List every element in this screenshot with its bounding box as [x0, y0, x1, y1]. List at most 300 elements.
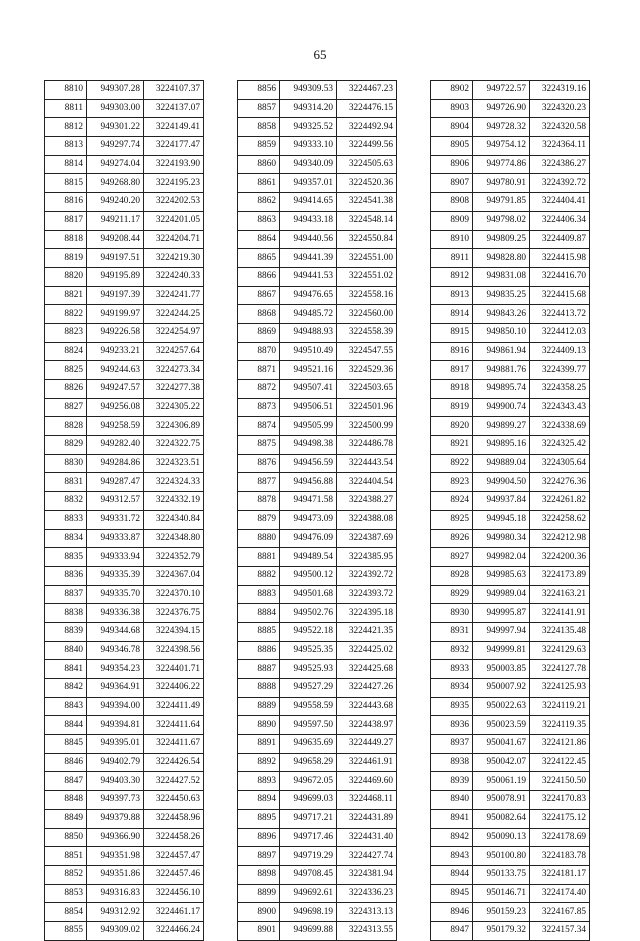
y-coordinate-cell: 3224404.54 — [337, 473, 397, 492]
point-number-cell: 8826 — [45, 380, 87, 399]
table-row — [238, 847, 397, 866]
x-coordinate-cell: 949473.09 — [280, 510, 337, 529]
x-coordinate-cell: 949597.50 — [280, 716, 337, 735]
table-row — [238, 585, 397, 604]
x-coordinate-cell: 950023.59 — [473, 716, 530, 735]
table-row — [45, 342, 204, 361]
x-coordinate-cell: 949717.21 — [280, 809, 337, 828]
y-coordinate-cell: 3224129.63 — [530, 641, 590, 660]
x-coordinate-cell: 949297.74 — [87, 137, 144, 156]
point-number-cell: 8938 — [431, 753, 473, 772]
table-row — [238, 735, 397, 754]
y-coordinate-cell: 3224352.79 — [144, 548, 204, 567]
table-row — [431, 473, 590, 492]
point-number-cell: 8912 — [431, 267, 473, 286]
point-number-cell: 8877 — [238, 473, 280, 492]
table-row — [238, 548, 397, 567]
point-number-cell: 8876 — [238, 454, 280, 473]
table-row — [45, 436, 204, 455]
x-coordinate-cell: 949312.92 — [87, 903, 144, 922]
x-coordinate-cell: 949982.04 — [473, 548, 530, 567]
table-row — [431, 118, 590, 137]
point-number-cell: 8846 — [45, 753, 87, 772]
table-row — [238, 697, 397, 716]
y-coordinate-cell: 3224261.82 — [530, 492, 590, 511]
table-row — [45, 398, 204, 417]
point-number-cell: 8942 — [431, 828, 473, 847]
table-row — [45, 99, 204, 118]
x-coordinate-cell: 949850.10 — [473, 323, 530, 342]
table-row — [238, 398, 397, 417]
point-number-cell: 8923 — [431, 473, 473, 492]
x-coordinate-cell: 949335.70 — [87, 585, 144, 604]
table-row — [238, 137, 397, 156]
table-row — [45, 454, 204, 473]
y-coordinate-cell: 3224547.55 — [337, 342, 397, 361]
point-number-cell: 8879 — [238, 510, 280, 529]
x-coordinate-cell: 949258.59 — [87, 417, 144, 436]
coordinate-table-1 — [44, 80, 204, 941]
y-coordinate-cell: 3224119.35 — [530, 716, 590, 735]
y-coordinate-cell: 3224548.14 — [337, 211, 397, 230]
table-row — [431, 323, 590, 342]
table-row — [45, 548, 204, 567]
table-row — [45, 267, 204, 286]
table-row — [238, 865, 397, 884]
x-coordinate-cell: 949325.52 — [280, 118, 337, 137]
table-row — [238, 510, 397, 529]
x-coordinate-cell: 949791.85 — [473, 193, 530, 212]
point-number-cell: 8859 — [238, 137, 280, 156]
point-number-cell: 8905 — [431, 137, 473, 156]
point-number-cell: 8853 — [45, 884, 87, 903]
x-coordinate-cell: 949244.63 — [87, 361, 144, 380]
point-number-cell: 8885 — [238, 622, 280, 641]
table-row — [45, 566, 204, 585]
x-coordinate-cell: 949357.01 — [280, 174, 337, 193]
point-number-cell: 8933 — [431, 660, 473, 679]
point-number-cell: 8929 — [431, 585, 473, 604]
point-number-cell: 8888 — [238, 679, 280, 698]
table-row — [238, 679, 397, 698]
x-coordinate-cell: 949506.51 — [280, 398, 337, 417]
y-coordinate-cell: 3224385.95 — [337, 548, 397, 567]
x-coordinate-cell: 949441.53 — [280, 267, 337, 286]
y-coordinate-cell: 3224181.17 — [530, 865, 590, 884]
point-number-cell: 8852 — [45, 865, 87, 884]
x-coordinate-cell: 949672.05 — [280, 772, 337, 791]
x-coordinate-cell: 949861.94 — [473, 342, 530, 361]
y-coordinate-cell: 3224558.16 — [337, 286, 397, 305]
table-row — [431, 305, 590, 324]
x-coordinate-cell: 949525.35 — [280, 641, 337, 660]
y-coordinate-cell: 3224457.47 — [144, 847, 204, 866]
point-number-cell: 8855 — [45, 921, 87, 940]
x-coordinate-cell: 949708.45 — [280, 865, 337, 884]
x-coordinate-cell: 949336.38 — [87, 604, 144, 623]
y-coordinate-cell: 3224244.25 — [144, 305, 204, 324]
table-row — [45, 865, 204, 884]
point-number-cell: 8931 — [431, 622, 473, 641]
table-row — [45, 529, 204, 548]
table-row — [431, 249, 590, 268]
table-row — [238, 566, 397, 585]
y-coordinate-cell: 3224174.40 — [530, 884, 590, 903]
point-number-cell: 8930 — [431, 604, 473, 623]
coordinate-table-3 — [430, 80, 590, 941]
x-coordinate-cell: 949895.16 — [473, 436, 530, 455]
table-row — [45, 884, 204, 903]
table-row — [431, 380, 590, 399]
point-number-cell: 8900 — [238, 903, 280, 922]
y-coordinate-cell: 3224167.85 — [530, 903, 590, 922]
point-number-cell: 8856 — [238, 81, 280, 100]
point-number-cell: 8847 — [45, 772, 87, 791]
point-number-cell: 8926 — [431, 529, 473, 548]
y-coordinate-cell: 3224431.40 — [337, 828, 397, 847]
table-row — [238, 884, 397, 903]
point-number-cell: 8883 — [238, 585, 280, 604]
table-row — [45, 380, 204, 399]
point-number-cell: 8920 — [431, 417, 473, 436]
table-row — [45, 828, 204, 847]
y-coordinate-cell: 3224520.36 — [337, 174, 397, 193]
point-number-cell: 8899 — [238, 884, 280, 903]
point-number-cell: 8858 — [238, 118, 280, 137]
table-row — [238, 753, 397, 772]
x-coordinate-cell: 949698.19 — [280, 903, 337, 922]
point-number-cell: 8881 — [238, 548, 280, 567]
point-number-cell: 8916 — [431, 342, 473, 361]
point-number-cell: 8918 — [431, 380, 473, 399]
y-coordinate-cell: 3224412.03 — [530, 323, 590, 342]
y-coordinate-cell: 3224254.97 — [144, 323, 204, 342]
y-coordinate-cell: 3224476.15 — [337, 99, 397, 118]
x-coordinate-cell: 949522.18 — [280, 622, 337, 641]
x-coordinate-cell: 949476.65 — [280, 286, 337, 305]
x-coordinate-cell: 949240.20 — [87, 193, 144, 212]
y-coordinate-cell: 3224406.22 — [144, 679, 204, 698]
point-number-cell: 8812 — [45, 118, 87, 137]
x-coordinate-cell: 949199.97 — [87, 305, 144, 324]
point-number-cell: 8830 — [45, 454, 87, 473]
x-coordinate-cell: 950146.71 — [473, 884, 530, 903]
x-coordinate-cell: 949366.90 — [87, 828, 144, 847]
table-row — [238, 436, 397, 455]
x-coordinate-cell: 949692.61 — [280, 884, 337, 903]
y-coordinate-cell: 3224127.78 — [530, 660, 590, 679]
y-coordinate-cell: 3224415.68 — [530, 286, 590, 305]
table-row — [45, 809, 204, 828]
point-number-cell: 8872 — [238, 380, 280, 399]
y-coordinate-cell: 3224469.60 — [337, 772, 397, 791]
point-number-cell: 8827 — [45, 398, 87, 417]
point-number-cell: 8908 — [431, 193, 473, 212]
y-coordinate-cell: 3224157.34 — [530, 921, 590, 940]
point-number-cell: 8907 — [431, 174, 473, 193]
x-coordinate-cell: 949333.87 — [87, 529, 144, 548]
y-coordinate-cell: 3224427.74 — [337, 847, 397, 866]
x-coordinate-cell: 950042.07 — [473, 753, 530, 772]
x-coordinate-cell: 949510.49 — [280, 342, 337, 361]
y-coordinate-cell: 3224178.69 — [530, 828, 590, 847]
table-row — [45, 847, 204, 866]
table-row — [45, 174, 204, 193]
x-coordinate-cell: 949728.32 — [473, 118, 530, 137]
x-coordinate-cell: 950090.13 — [473, 828, 530, 847]
table-row — [431, 211, 590, 230]
y-coordinate-cell: 3224320.23 — [530, 99, 590, 118]
x-coordinate-cell: 949999.81 — [473, 641, 530, 660]
x-coordinate-cell: 949900.74 — [473, 398, 530, 417]
point-number-cell: 8849 — [45, 809, 87, 828]
point-number-cell: 8818 — [45, 230, 87, 249]
point-number-cell: 8898 — [238, 865, 280, 884]
y-coordinate-cell: 3224313.13 — [337, 903, 397, 922]
point-number-cell: 8913 — [431, 286, 473, 305]
table-row — [431, 809, 590, 828]
point-number-cell: 8936 — [431, 716, 473, 735]
table-row — [431, 735, 590, 754]
table-row — [238, 417, 397, 436]
x-coordinate-cell: 949780.91 — [473, 174, 530, 193]
x-coordinate-cell: 950007.92 — [473, 679, 530, 698]
point-number-cell: 8841 — [45, 660, 87, 679]
x-coordinate-cell: 950159.23 — [473, 903, 530, 922]
point-number-cell: 8939 — [431, 772, 473, 791]
y-coordinate-cell: 3224550.84 — [337, 230, 397, 249]
table-row — [431, 884, 590, 903]
table-row — [431, 641, 590, 660]
y-coordinate-cell: 3224367.04 — [144, 566, 204, 585]
point-number-cell: 8932 — [431, 641, 473, 660]
y-coordinate-cell: 3224541.38 — [337, 193, 397, 212]
x-coordinate-cell: 949835.25 — [473, 286, 530, 305]
point-number-cell: 8862 — [238, 193, 280, 212]
y-coordinate-cell: 3224240.33 — [144, 267, 204, 286]
x-coordinate-cell: 949274.04 — [87, 155, 144, 174]
point-number-cell: 8854 — [45, 903, 87, 922]
y-coordinate-cell: 3224257.64 — [144, 342, 204, 361]
x-coordinate-cell: 950061.19 — [473, 772, 530, 791]
table-row — [238, 604, 397, 623]
y-coordinate-cell: 3224551.00 — [337, 249, 397, 268]
table-row — [431, 903, 590, 922]
table-row — [45, 753, 204, 772]
y-coordinate-cell: 3224409.13 — [530, 342, 590, 361]
point-number-cell: 8878 — [238, 492, 280, 511]
point-number-cell: 8871 — [238, 361, 280, 380]
x-coordinate-cell: 949889.04 — [473, 454, 530, 473]
table-row — [431, 772, 590, 791]
point-number-cell: 8906 — [431, 155, 473, 174]
x-coordinate-cell: 949985.63 — [473, 566, 530, 585]
point-number-cell: 8940 — [431, 791, 473, 810]
point-number-cell: 8824 — [45, 342, 87, 361]
table-row — [431, 99, 590, 118]
x-coordinate-cell: 949331.72 — [87, 510, 144, 529]
y-coordinate-cell: 3224324.33 — [144, 473, 204, 492]
y-coordinate-cell: 3224241.77 — [144, 286, 204, 305]
table-row — [45, 697, 204, 716]
point-number-cell: 8840 — [45, 641, 87, 660]
x-coordinate-cell: 949498.38 — [280, 436, 337, 455]
table-row — [45, 305, 204, 324]
table-row — [238, 921, 397, 940]
point-number-cell: 8909 — [431, 211, 473, 230]
table-row — [45, 510, 204, 529]
x-coordinate-cell: 949997.94 — [473, 622, 530, 641]
y-coordinate-cell: 3224332.19 — [144, 492, 204, 511]
table-row — [238, 323, 397, 342]
y-coordinate-cell: 3224456.10 — [144, 884, 204, 903]
table-row — [45, 585, 204, 604]
y-coordinate-cell: 3224421.35 — [337, 622, 397, 641]
y-coordinate-cell: 3224338.69 — [530, 417, 590, 436]
y-coordinate-cell: 3224125.93 — [530, 679, 590, 698]
table-row — [238, 267, 397, 286]
point-number-cell: 8935 — [431, 697, 473, 716]
x-coordinate-cell: 949344.68 — [87, 622, 144, 641]
table-row — [45, 118, 204, 137]
x-coordinate-cell: 949798.02 — [473, 211, 530, 230]
y-coordinate-cell: 3224449.27 — [337, 735, 397, 754]
x-coordinate-cell: 950179.32 — [473, 921, 530, 940]
y-coordinate-cell: 3224305.22 — [144, 398, 204, 417]
point-number-cell: 8897 — [238, 847, 280, 866]
x-coordinate-cell: 949635.69 — [280, 735, 337, 754]
table-row — [238, 118, 397, 137]
point-number-cell: 8837 — [45, 585, 87, 604]
x-coordinate-cell: 950100.80 — [473, 847, 530, 866]
y-coordinate-cell: 3224427.26 — [337, 679, 397, 698]
x-coordinate-cell: 949247.57 — [87, 380, 144, 399]
point-number-cell: 8820 — [45, 267, 87, 286]
point-number-cell: 8832 — [45, 492, 87, 511]
x-coordinate-cell: 949351.98 — [87, 847, 144, 866]
y-coordinate-cell: 3224411.49 — [144, 697, 204, 716]
y-coordinate-cell: 3224313.55 — [337, 921, 397, 940]
table-row — [45, 155, 204, 174]
point-number-cell: 8934 — [431, 679, 473, 698]
y-coordinate-cell: 3224340.84 — [144, 510, 204, 529]
point-number-cell: 8875 — [238, 436, 280, 455]
table-row — [431, 828, 590, 847]
point-number-cell: 8819 — [45, 249, 87, 268]
table-row — [238, 903, 397, 922]
x-coordinate-cell: 949980.34 — [473, 529, 530, 548]
y-coordinate-cell: 3224443.68 — [337, 697, 397, 716]
table-row — [431, 174, 590, 193]
point-number-cell: 8870 — [238, 342, 280, 361]
x-coordinate-cell: 949719.29 — [280, 847, 337, 866]
point-number-cell: 8886 — [238, 641, 280, 660]
table-row — [45, 716, 204, 735]
page-number: 65 — [313, 47, 327, 62]
table-row — [238, 249, 397, 268]
y-coordinate-cell: 3224458.96 — [144, 809, 204, 828]
point-number-cell: 8892 — [238, 753, 280, 772]
y-coordinate-cell: 3224322.75 — [144, 436, 204, 455]
table-row — [431, 865, 590, 884]
point-number-cell: 8861 — [238, 174, 280, 193]
table-row — [431, 155, 590, 174]
x-coordinate-cell: 949394.81 — [87, 716, 144, 735]
y-coordinate-cell: 3224200.36 — [530, 548, 590, 567]
x-coordinate-cell: 949722.57 — [473, 81, 530, 100]
x-coordinate-cell: 949831.08 — [473, 267, 530, 286]
x-coordinate-cell: 949471.58 — [280, 492, 337, 511]
x-coordinate-cell: 949303.00 — [87, 99, 144, 118]
point-number-cell: 8943 — [431, 847, 473, 866]
table-row — [238, 716, 397, 735]
y-coordinate-cell: 3224529.36 — [337, 361, 397, 380]
y-coordinate-cell: 3224461.17 — [144, 903, 204, 922]
y-coordinate-cell: 3224387.69 — [337, 529, 397, 548]
x-coordinate-cell: 949335.39 — [87, 566, 144, 585]
y-coordinate-cell: 3224411.64 — [144, 716, 204, 735]
table-row — [45, 604, 204, 623]
y-coordinate-cell: 3224121.86 — [530, 735, 590, 754]
y-coordinate-cell: 3224398.56 — [144, 641, 204, 660]
y-coordinate-cell: 3224212.98 — [530, 529, 590, 548]
y-coordinate-cell: 3224163.21 — [530, 585, 590, 604]
point-number-cell: 8917 — [431, 361, 473, 380]
table-row — [45, 361, 204, 380]
point-number-cell: 8896 — [238, 828, 280, 847]
y-coordinate-cell: 3224486.78 — [337, 436, 397, 455]
table-row — [238, 361, 397, 380]
y-coordinate-cell: 3224461.91 — [337, 753, 397, 772]
point-number-cell: 8813 — [45, 137, 87, 156]
x-coordinate-cell: 949397.73 — [87, 791, 144, 810]
point-number-cell: 8867 — [238, 286, 280, 305]
x-coordinate-cell: 949211.17 — [87, 211, 144, 230]
x-coordinate-cell: 949881.76 — [473, 361, 530, 380]
coordinate-table-2 — [237, 80, 397, 941]
x-coordinate-cell: 949333.10 — [280, 137, 337, 156]
y-coordinate-cell: 3224415.98 — [530, 249, 590, 268]
point-number-cell: 8910 — [431, 230, 473, 249]
point-number-cell: 8874 — [238, 417, 280, 436]
x-coordinate-cell: 949754.12 — [473, 137, 530, 156]
table-row — [238, 155, 397, 174]
y-coordinate-cell: 3224394.15 — [144, 622, 204, 641]
x-coordinate-cell: 949441.39 — [280, 249, 337, 268]
x-coordinate-cell: 949307.28 — [87, 81, 144, 100]
point-number-cell: 8925 — [431, 510, 473, 529]
table-row — [238, 641, 397, 660]
y-coordinate-cell: 3224202.53 — [144, 193, 204, 212]
x-coordinate-cell: 949316.83 — [87, 884, 144, 903]
y-coordinate-cell: 3224343.43 — [530, 398, 590, 417]
table-row — [238, 622, 397, 641]
x-coordinate-cell: 949774.86 — [473, 155, 530, 174]
y-coordinate-cell: 3224392.72 — [337, 566, 397, 585]
y-coordinate-cell: 3224364.11 — [530, 137, 590, 156]
table-row — [238, 211, 397, 230]
point-number-cell: 8891 — [238, 735, 280, 754]
table-row — [431, 566, 590, 585]
y-coordinate-cell: 3224201.05 — [144, 211, 204, 230]
table-row — [431, 697, 590, 716]
point-number-cell: 8868 — [238, 305, 280, 324]
point-number-cell: 8890 — [238, 716, 280, 735]
y-coordinate-cell: 3224107.37 — [144, 81, 204, 100]
x-coordinate-cell: 949233.21 — [87, 342, 144, 361]
table-row — [431, 492, 590, 511]
point-number-cell: 8904 — [431, 118, 473, 137]
